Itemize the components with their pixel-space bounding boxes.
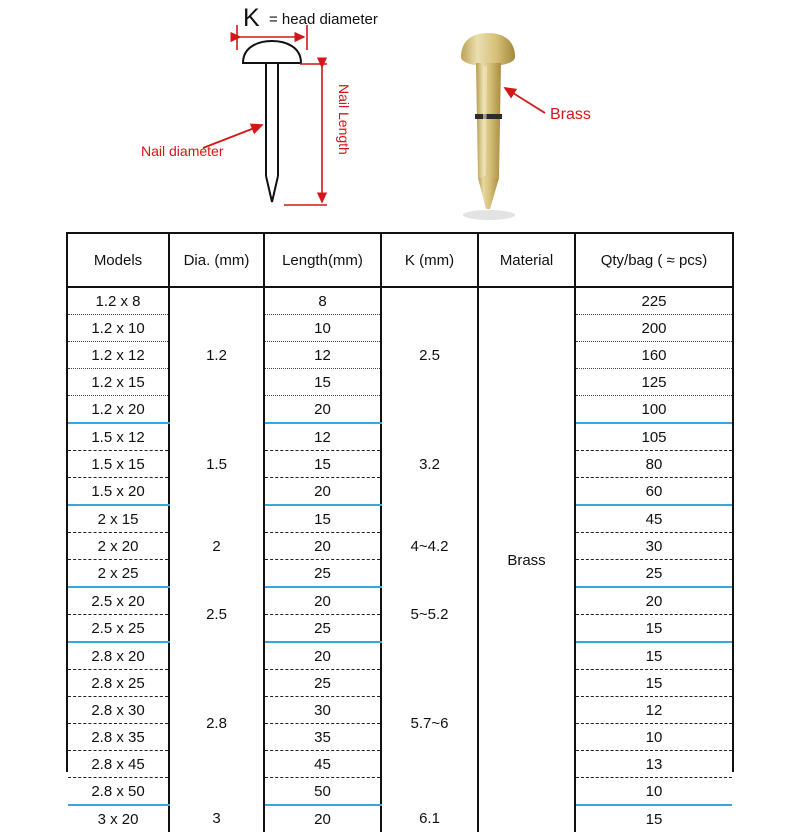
cell-length: 35 bbox=[264, 724, 381, 751]
cell-length: 15 bbox=[264, 505, 381, 533]
table-row bbox=[68, 423, 732, 451]
cell-model: 1.2 x 20 bbox=[68, 396, 169, 424]
cell-length: 20 bbox=[264, 478, 381, 506]
header-material: Material bbox=[478, 234, 575, 287]
cell-model: 1.2 x 10 bbox=[68, 315, 169, 342]
cell-model: 2.8 x 25 bbox=[68, 670, 169, 697]
cell-qty: 10 bbox=[575, 724, 732, 751]
cell-model: 1.5 x 12 bbox=[68, 423, 169, 451]
cell-length: 50 bbox=[264, 778, 381, 806]
cell-model: 1.5 x 20 bbox=[68, 478, 169, 506]
table-row bbox=[68, 287, 732, 315]
cell-model: 1.2 x 15 bbox=[68, 369, 169, 396]
cell-qty: 225 bbox=[575, 287, 732, 315]
cell-model: 1.2 x 12 bbox=[68, 342, 169, 369]
cell-length: 30 bbox=[264, 697, 381, 724]
cell-k: 6.1 bbox=[381, 805, 478, 832]
cell-k: 5~5.2 bbox=[381, 587, 478, 642]
cell-k: 3.2 bbox=[381, 423, 478, 505]
cell-diameter: 3 bbox=[169, 805, 264, 832]
cell-diameter: 2 bbox=[169, 505, 264, 587]
spec-table bbox=[68, 234, 732, 832]
diagram-svg bbox=[0, 0, 800, 228]
cell-k: 5.7~6 bbox=[381, 642, 478, 805]
cell-qty: 25 bbox=[575, 560, 732, 588]
cell-model: 3 x 20 bbox=[68, 805, 169, 832]
cell-model: 1.2 x 8 bbox=[68, 287, 169, 315]
header-length: Length(mm) bbox=[264, 234, 381, 287]
cell-qty: 105 bbox=[575, 423, 732, 451]
table-row bbox=[68, 587, 732, 615]
table-header bbox=[68, 234, 732, 287]
cell-length: 45 bbox=[264, 751, 381, 778]
cell-length: 25 bbox=[264, 615, 381, 643]
cell-qty: 15 bbox=[575, 670, 732, 697]
cell-length: 20 bbox=[264, 396, 381, 424]
cell-k: 4~4.2 bbox=[381, 505, 478, 587]
header-k: K (mm) bbox=[381, 234, 478, 287]
cell-length: 20 bbox=[264, 805, 381, 832]
cell-qty: 13 bbox=[575, 751, 732, 778]
cell-qty: 160 bbox=[575, 342, 732, 369]
header-diameter: Dia. (mm) bbox=[169, 234, 264, 287]
product-diagram bbox=[0, 0, 800, 228]
cell-diameter: 1.2 bbox=[169, 287, 264, 423]
cell-qty: 60 bbox=[575, 478, 732, 506]
cell-model: 2 x 15 bbox=[68, 505, 169, 533]
cell-model: 2.5 x 20 bbox=[68, 587, 169, 615]
cell-length: 25 bbox=[264, 670, 381, 697]
cell-diameter: 1.5 bbox=[169, 423, 264, 505]
cell-diameter: 2.8 bbox=[169, 642, 264, 805]
cell-qty: 12 bbox=[575, 697, 732, 724]
cell-length: 20 bbox=[264, 533, 381, 560]
nail-line-drawing bbox=[243, 41, 301, 202]
cell-qty: 45 bbox=[575, 505, 732, 533]
nail-length-label: Nail Length bbox=[336, 84, 352, 155]
cell-model: 2.8 x 20 bbox=[68, 642, 169, 670]
table-row bbox=[68, 805, 732, 832]
cell-model: 2.8 x 45 bbox=[68, 751, 169, 778]
cell-length: 25 bbox=[264, 560, 381, 588]
cell-model: 2.5 x 25 bbox=[68, 615, 169, 643]
cell-qty: 100 bbox=[575, 396, 732, 424]
cell-model: 2 x 25 bbox=[68, 560, 169, 588]
cell-qty: 20 bbox=[575, 587, 732, 615]
cell-model: 2.8 x 50 bbox=[68, 778, 169, 806]
cell-model: 2.8 x 35 bbox=[68, 724, 169, 751]
brass-nail-photo bbox=[461, 33, 515, 220]
cell-k: 2.5 bbox=[381, 287, 478, 423]
cell-length: 15 bbox=[264, 451, 381, 478]
cell-length: 12 bbox=[264, 423, 381, 451]
cell-qty: 15 bbox=[575, 642, 732, 670]
cell-model: 2 x 20 bbox=[68, 533, 169, 560]
brass-leader bbox=[505, 88, 545, 113]
cell-qty: 80 bbox=[575, 451, 732, 478]
cell-length: 20 bbox=[264, 642, 381, 670]
k-symbol-label: K bbox=[243, 4, 260, 32]
cell-qty: 30 bbox=[575, 533, 732, 560]
cell-material: Brass bbox=[478, 287, 575, 832]
table-row bbox=[68, 642, 732, 670]
nail-diameter-label: Nail diameter bbox=[141, 143, 224, 159]
cell-diameter: 2.5 bbox=[169, 587, 264, 642]
header-qty: Qty/bag ( ≈ pcs) bbox=[575, 234, 732, 287]
cell-qty: 10 bbox=[575, 778, 732, 806]
cell-qty: 15 bbox=[575, 615, 732, 643]
cell-model: 2.8 x 30 bbox=[68, 697, 169, 724]
cell-model: 1.5 x 15 bbox=[68, 451, 169, 478]
spec-table-container bbox=[66, 232, 734, 828]
table-body bbox=[68, 287, 732, 832]
cell-length: 8 bbox=[264, 287, 381, 315]
cell-length: 12 bbox=[264, 342, 381, 369]
table-row bbox=[68, 505, 732, 533]
brass-callout-label: Brass bbox=[550, 106, 591, 123]
header-models: Models bbox=[68, 234, 169, 287]
cell-qty: 200 bbox=[575, 315, 732, 342]
cell-length: 20 bbox=[264, 587, 381, 615]
cell-qty: 125 bbox=[575, 369, 732, 396]
nail-length-dimension bbox=[284, 64, 327, 205]
cell-length: 10 bbox=[264, 315, 381, 342]
head-diameter-label: = head diameter bbox=[269, 11, 378, 28]
header-row bbox=[68, 234, 732, 287]
cell-length: 15 bbox=[264, 369, 381, 396]
cell-qty: 15 bbox=[575, 805, 732, 832]
